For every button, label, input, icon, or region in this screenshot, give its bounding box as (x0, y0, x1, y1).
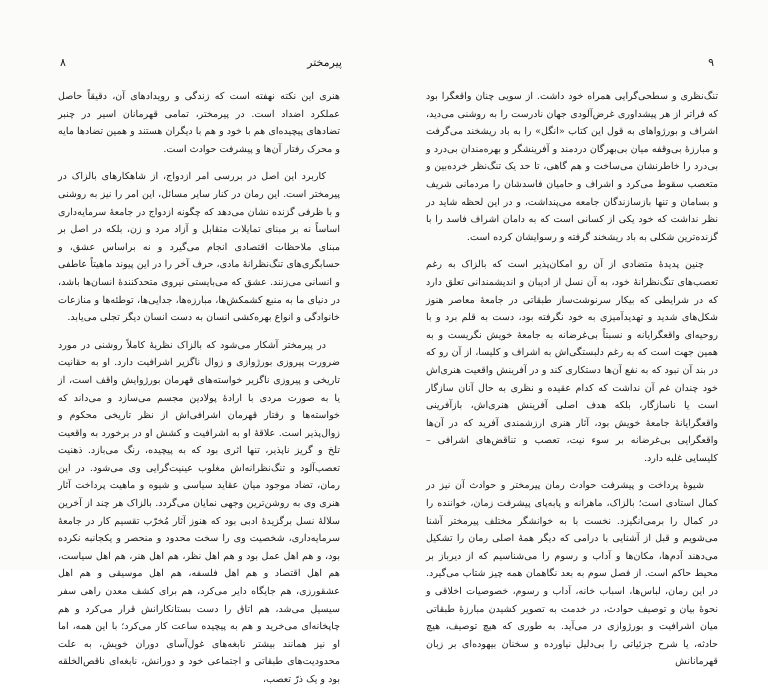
page-number: ۹ (708, 56, 714, 69)
paragraph: شیوهٔ پرداخت و پیشرفت حوادث رمان پیرمختر و حوادث آن نیز در کمال استادی است؛ بالزاک، ماهرانه و پابه‌پای پیشرفت زمان، خواننده را در کمال را برمی‌انگیزد. نخست با به خوانشگر مختلف پیرمختر آشنا می‌شویم و قبل از آشنایی با درامی که دیگر همهٔ اصلی رمان را تشکیل می‌دهند آدم‌ها، مکان‌ها و آداب و رسوم را می‌شناسیم که از دیرباز بر محیط حاکم است. از فصل سوم به بعد نگاهمان همه چیز شتاب می‌گیرد. در این رمان، لباس‌ها، اسباب خانه، آداب و رسوم، خصوصیات اخلاقی و نحوهٔ بیان و توصیف حوادث، در خدمت به تصویر کشیدن مبارزهٔ طبقاتی میان اشرافیت و بورژوازی در می‌آید. به طوری که هیچ توصیف، هیچ حادثه، یا شرح جزئیاتی را بی‌دلیل نیاورده و سخنان بیهوده‌ای بر زبان قهرمانانش (426, 480, 718, 668)
right-page (384, 0, 768, 668)
paragraph: کاربرد این اصل در بررسی امر ازدواج، از شاهکارهای بالزاک در پیرمختر است. این رمان در کنار سایر مسائل، این امر را نیز به روشنی و با ظرفی گزنده نشان می‌دهد که چگونه ازدواج در جامعهٔ سرمایه‌داری اساساً نه بر مبنای تمایلات متقابل و آزاد مرد و زن، بلکه در اصل بر مبنای ملاحظات اقتصادی انجام می‌گیرد و نه براساس عشق، و حسابگری‌های تنگ‌نظرانهٔ مادی، حرف آخر را در این پیوند ماهیتاً عاطفی و انسانی می‌زنند. عشق که می‌بایستی نیروی متحدکنندهٔ انسان‌ها باشد، در دنیای ما به منبع کشمکش‌ها، مبارزه‌ها، جدایی‌ها، توطئه‌ها و منازعات خانوادگی و انواع بهره‌کشی انسان به دست انسان دیگر تجلی می‌یابد. (58, 171, 340, 324)
paragraph: در پیرمختر آشکار می‌شود که بالزاک نظریهٔ کاملاً روشنی در مورد ضرورت پیروزی بورژوازی و زوال ناگزیر اشرافیت دارد. او به حقانیت تاریخی و پیروزی ناگزیر خواسته‌های قهرمان بورژوایش واقف است، از یا به صورت مردی با ارادهٔ پولادین مجسم می‌سازد و می‌داند که خواسته‌ها و رفتار قهرمان اشرافی‌اش از نظر تاریخی محکوم و زوال‌پذیر است. علاقهٔ او به اشرافیت و کشش او در برخورد به واقعیت تلخ و گریز ناپذیر، تنها اثری بود که به پیچیده، رنگ می‌بازد. ذهنیت تعصب‌آلود و تنگ‌نظرانه‌اش مغلوب عینیت‌گرایی وی می‌شود. در این رمان، تضاد موجود میان عقاید سیاسی و شیوه و ماهیت پرداخت آثار هنری وی به روشن‌ترین وجهی نمایان می‌گردد. بالزاک هر چند از آخرین سلالهٔ نسل برگزیدهٔ ادبی بود که هنوز آثار مُخرّب تقسیم کار در جامعهٔ سرمایه‌داری، شخصیت وی را سخت محدود و منحصر و یکجانبه نکرده بود، و هم اهل عمل بود و هم اهل نظر، هم اهل هنر، هم اهل سیاست، هم اهل اقتصاد و هم اهل فلسفه، هم اهل موسیقی و هم اهل عشقورزی، هم جایگاه دایر می‌کرد، هم برای کشف معدن راهی سفر سیسیل می‌شد، هم اتاق را دست بستانکارانش قرار می‌کرد و هم چاپخانه‌ای می‌خرید و هم به پیچیده ساعت کار می‌کرد؛ با این همه، اما او نیز همانند بیشتر نابغه‌های غول‌آسای دوران خویش، به علت محدودیت‌های طبقاتی و اجتماعی خود و دورانش، نابغه‌ای ناقص‌الخلقه بود و یک ذرّ تعصب، (58, 339, 340, 685)
left-page (0, 0, 385, 685)
running-title: پیرمختر (307, 56, 342, 69)
left-page-body (58, 88, 340, 689)
right-page-body (426, 88, 718, 671)
paragraph: تنگ‌نظری و سطحی‌گرایی همراه خود داشت. از سویی چنان واقعگرا بود که فراتر از هر پیشداوری غرض‌آلودی جهان نادرست را به روشنی می‌دید، اشراف و بورژواهای به قول این کتاب «انگل» را به باد ریشخند می‌گرفت و مبارزهٔ بی‌وقفه میان بی‌بهرگان دردمند و آفرینشگر و بهره‌مندان بی‌درد و بی‌درد را خاطرنشان می‌ساخت و هم گاهی، تا حد یک تنگ‌نظر خرده‌بین و متعصب سقوط می‌کرد و اشراف و حامیان فاسدشان را مردمانی شریف و بسامان و تنها بازسازندگان جامعه می‌پنداشت، و در این لحظه شاید در نظر نداشت که خود یکی از کسانی است که به دامان اشراف فاسد را با گزنده‌ترین شکلی به باد ریشخند گرفته و رسوایشان کرده است. (426, 91, 718, 243)
paragraph: چنین پدیدهٔ متضادی از آن رو امکان‌پذیر است که بالزاک به رغم تعصب‌های تنگ‌نظرانهٔ خود، به آن نسل از ادیبان و اندیشمندانی تعلق دارد که در شرایطی که بیکار سرنوشت‌ساز طبقاتی در جامعهٔ معاصر هنوز شکل‌های شدید و تهدیدآمیزی به خود نگرفته بود، دست به قلم برد و با روحیه‌ای واقعگرایانه و نسبتاً بی‌غرضانه به جامعهٔ خویش نگریست و به همین جهت است که به رغم دلبستگی‌اش به اشراف و کلیسا، از آن رو که در بند آن نبود که به نفع آن‌ها دستکاری کند و در آفرینش واقعیت هنری‌اش خود چندان غم آن نداشت که کدام عقیده و نظری به حال آنان سازگار است یا ناسازگار، بلکه هدف اصلی آفرینش هنری‌اش، بازآفرینی واقعگرایانهٔ جامعهٔ خویش بود، آثار هنری ارزشمندی آفرید که در آن‌ها واقعگرایی بی‌غرضانه بر سوء نیت، تعصب و تناقض‌های اشرافی – کلیسایی غلبه دارد. (426, 259, 718, 464)
page-number: ۸ (60, 56, 66, 69)
paragraph: هنری این نکته نهفته است که زندگی و رویدادهای آن، دقیقاً حاصل عملکرد اضداد است. در پیرمختر، تمامی قهرمانان اسیر در چنبر تضادهای پیچیده‌ای هم با خود و هم با دیگران هستند و همین تضادها مایه و محرک رفتار آن‌ها و پیشرفت حوادث است. (58, 91, 340, 155)
